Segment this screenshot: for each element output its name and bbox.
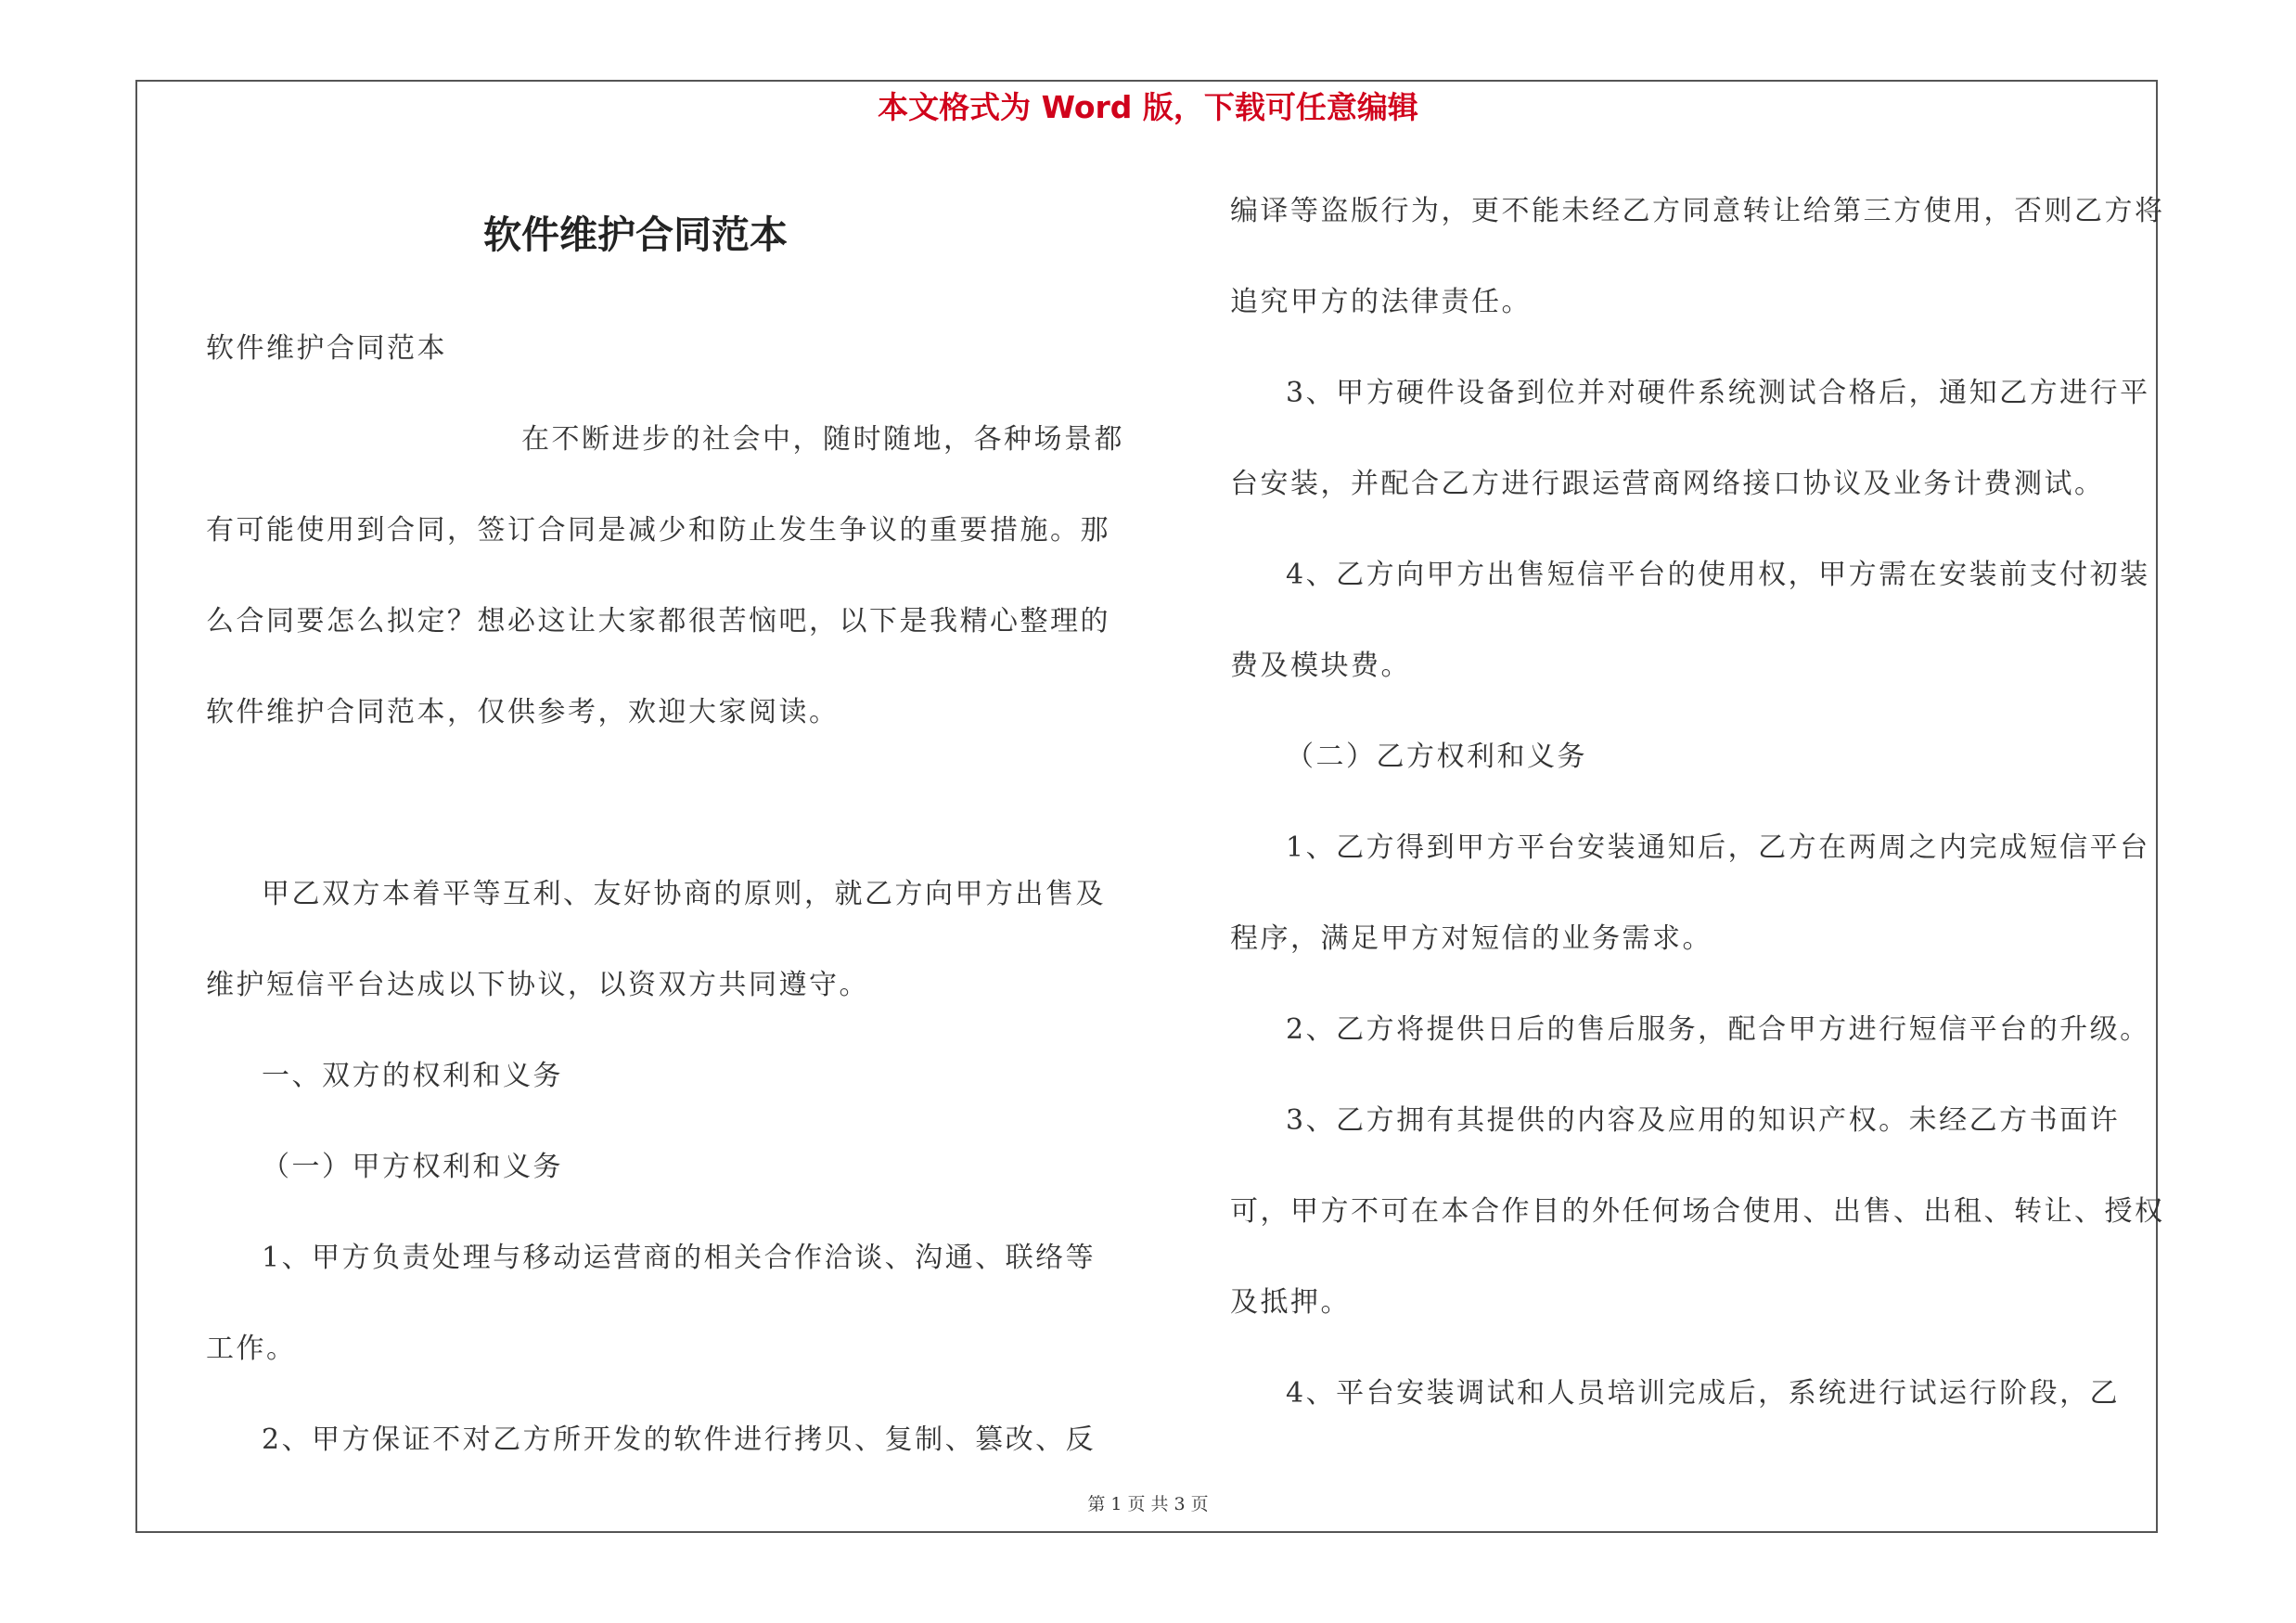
intro-paragraph: 在不断进步的社会中，随时随地，各种场景都有可能使用到合同，签订合同是减少和防止发生争议的重要措施。那么合同要怎么拟定？想必这让大家都很苦恼吧，以下是我精心整理的软件维护合同范本，仅供参考，欢迎大家阅读。 xyxy=(206,423,1124,728)
party-a-item-3: 3、甲方硬件设备到位并对硬件系统测试合格后，通知乙方进行平台安装，并配合乙方进行跟运营商网络接口协议及业务计费测试。 xyxy=(1230,377,2150,500)
left-text-column xyxy=(206,303,1124,1486)
party-a-item-1: 1、甲方负责处理与移动运营商的相关合作洽谈、沟通、联络等工作。 xyxy=(206,1242,1097,1365)
document-subtitle: 软件维护合同范本 xyxy=(206,332,447,365)
format-notice-banner: 本文格式为 Word 版，下载可任意编辑 xyxy=(878,89,1418,125)
document-title: 软件维护合同范本 xyxy=(483,213,788,257)
party-b-item-3: 3、乙方拥有其提供的内容及应用的知识产权。未经乙方书面许可，甲方不可在本合作目的外任何场合使用、出售、出租、转让、授权及抵押。 xyxy=(1230,1104,2165,1319)
preamble-paragraph: 甲乙双方本着平等互利、友好协商的原则，就乙方向甲方出售及维护短信平台达成以下协议，以资双方共同遵守。 xyxy=(206,878,1106,1001)
page-number-footer: 第 1 页 共 3 页 xyxy=(1087,1494,1209,1514)
section-heading-rights-obligations: 一、双方的权利和义务 xyxy=(262,1060,563,1092)
party-b-item-1: 1、乙方得到甲方平台安装通知后，乙方在两周之内完成短信平台程序，满足甲方对短信的业务需求。 xyxy=(1230,831,2150,955)
party-b-item-4-start: 4、平台安装调试和人员培训完成后，系统进行试运行阶段，乙 xyxy=(1286,1377,2121,1410)
party-b-heading: （二）乙方权利和义务 xyxy=(1286,741,1587,773)
right-text-column xyxy=(1230,166,2167,1439)
party-a-item-4: 4、乙方向甲方出售短信平台的使用权，甲方需在安装前支付初装费及模块费。 xyxy=(1230,559,2150,682)
party-a-item-2-continued: 编译等盗版行为，更不能未经乙方同意转让给第三方使用，否则乙方将追究甲方的法律责任。 xyxy=(1230,195,2165,318)
party-b-item-2: 2、乙方将提供日后的售后服务，配合甲方进行短信平台的升级。 xyxy=(1286,1013,2150,1046)
party-a-heading: （一）甲方权利和义务 xyxy=(262,1151,563,1183)
party-a-item-2-start: 2、甲方保证不对乙方所开发的软件进行拷贝、复制、篡改、反 xyxy=(262,1423,1097,1456)
paragraph-spacer xyxy=(206,758,1124,849)
